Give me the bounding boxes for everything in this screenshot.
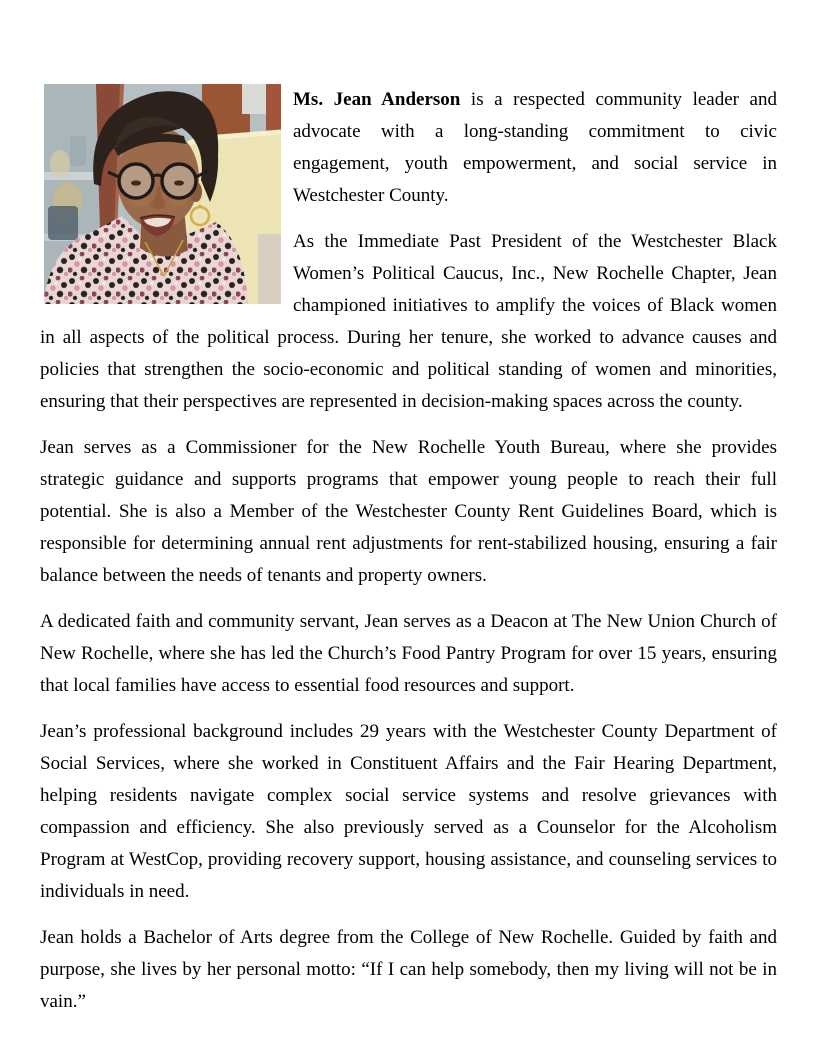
bio-paragraph: Jean serves as a Commissioner for the New Rochelle Youth Bureau, where she provides strategic guidance and supports programs that empower young people to reach their full potential. She is also a Member of the Westchester County Rent Guidelines Board, which is responsible for determining annual rent adjustments for rent-stabilized housing, ensuring a fair balance between the needs of tenants and property owners.	[40, 437, 777, 586]
bio-paragraph: Jean holds a Bachelor of Arts degree from the College of New Rochelle. Guided by faith and purpose, she lives by her personal motto: “If I can help somebody, then my living will not be in vain.”	[40, 927, 777, 1012]
bio-content	[40, 84, 777, 1018]
bio-paragraph: As the Immediate Past President of the Westchester Black Women’s Political Caucus, Inc., New Rochelle Chapter, Jean championed initiatives to amplify the voices of Black women in all aspects of the political process. During her tenure, she worked to advance causes and policies that strengthen the socio-economic and political standing of women and minorities, ensuring that their perspectives are represented in decision-making spaces across the county.	[40, 231, 777, 412]
person-name: Ms. Jean Anderson	[293, 89, 461, 110]
bio-paragraph: A dedicated faith and community servant, Jean serves as a Deacon at The New Union Church of New Rochelle, where she has led the Church’s Food Pantry Program for over 15 years, ensuring that local families have access to essential food resources and support.	[40, 611, 777, 696]
jean-anderson-photo	[44, 84, 281, 304]
bio-paragraph: Jean’s professional background includes 29 years with the Westchester County Department of Social Services, where she worked in Constituent Affairs and the Fair Hearing Department, helping residents navigate complex social service systems and resolve grievances with compassion and efficiency. She also previously served as a Counselor for the Alcoholism Program at WestCop, providing recovery support, housing assistance, and counseling services to individuals in need.	[40, 721, 777, 902]
intro-text: is a respected community leader and advocate with a long-standing commitment to civic engagement, youth empowerment, and social service in Westchester County.	[293, 89, 777, 206]
portrait-photo	[44, 84, 281, 304]
